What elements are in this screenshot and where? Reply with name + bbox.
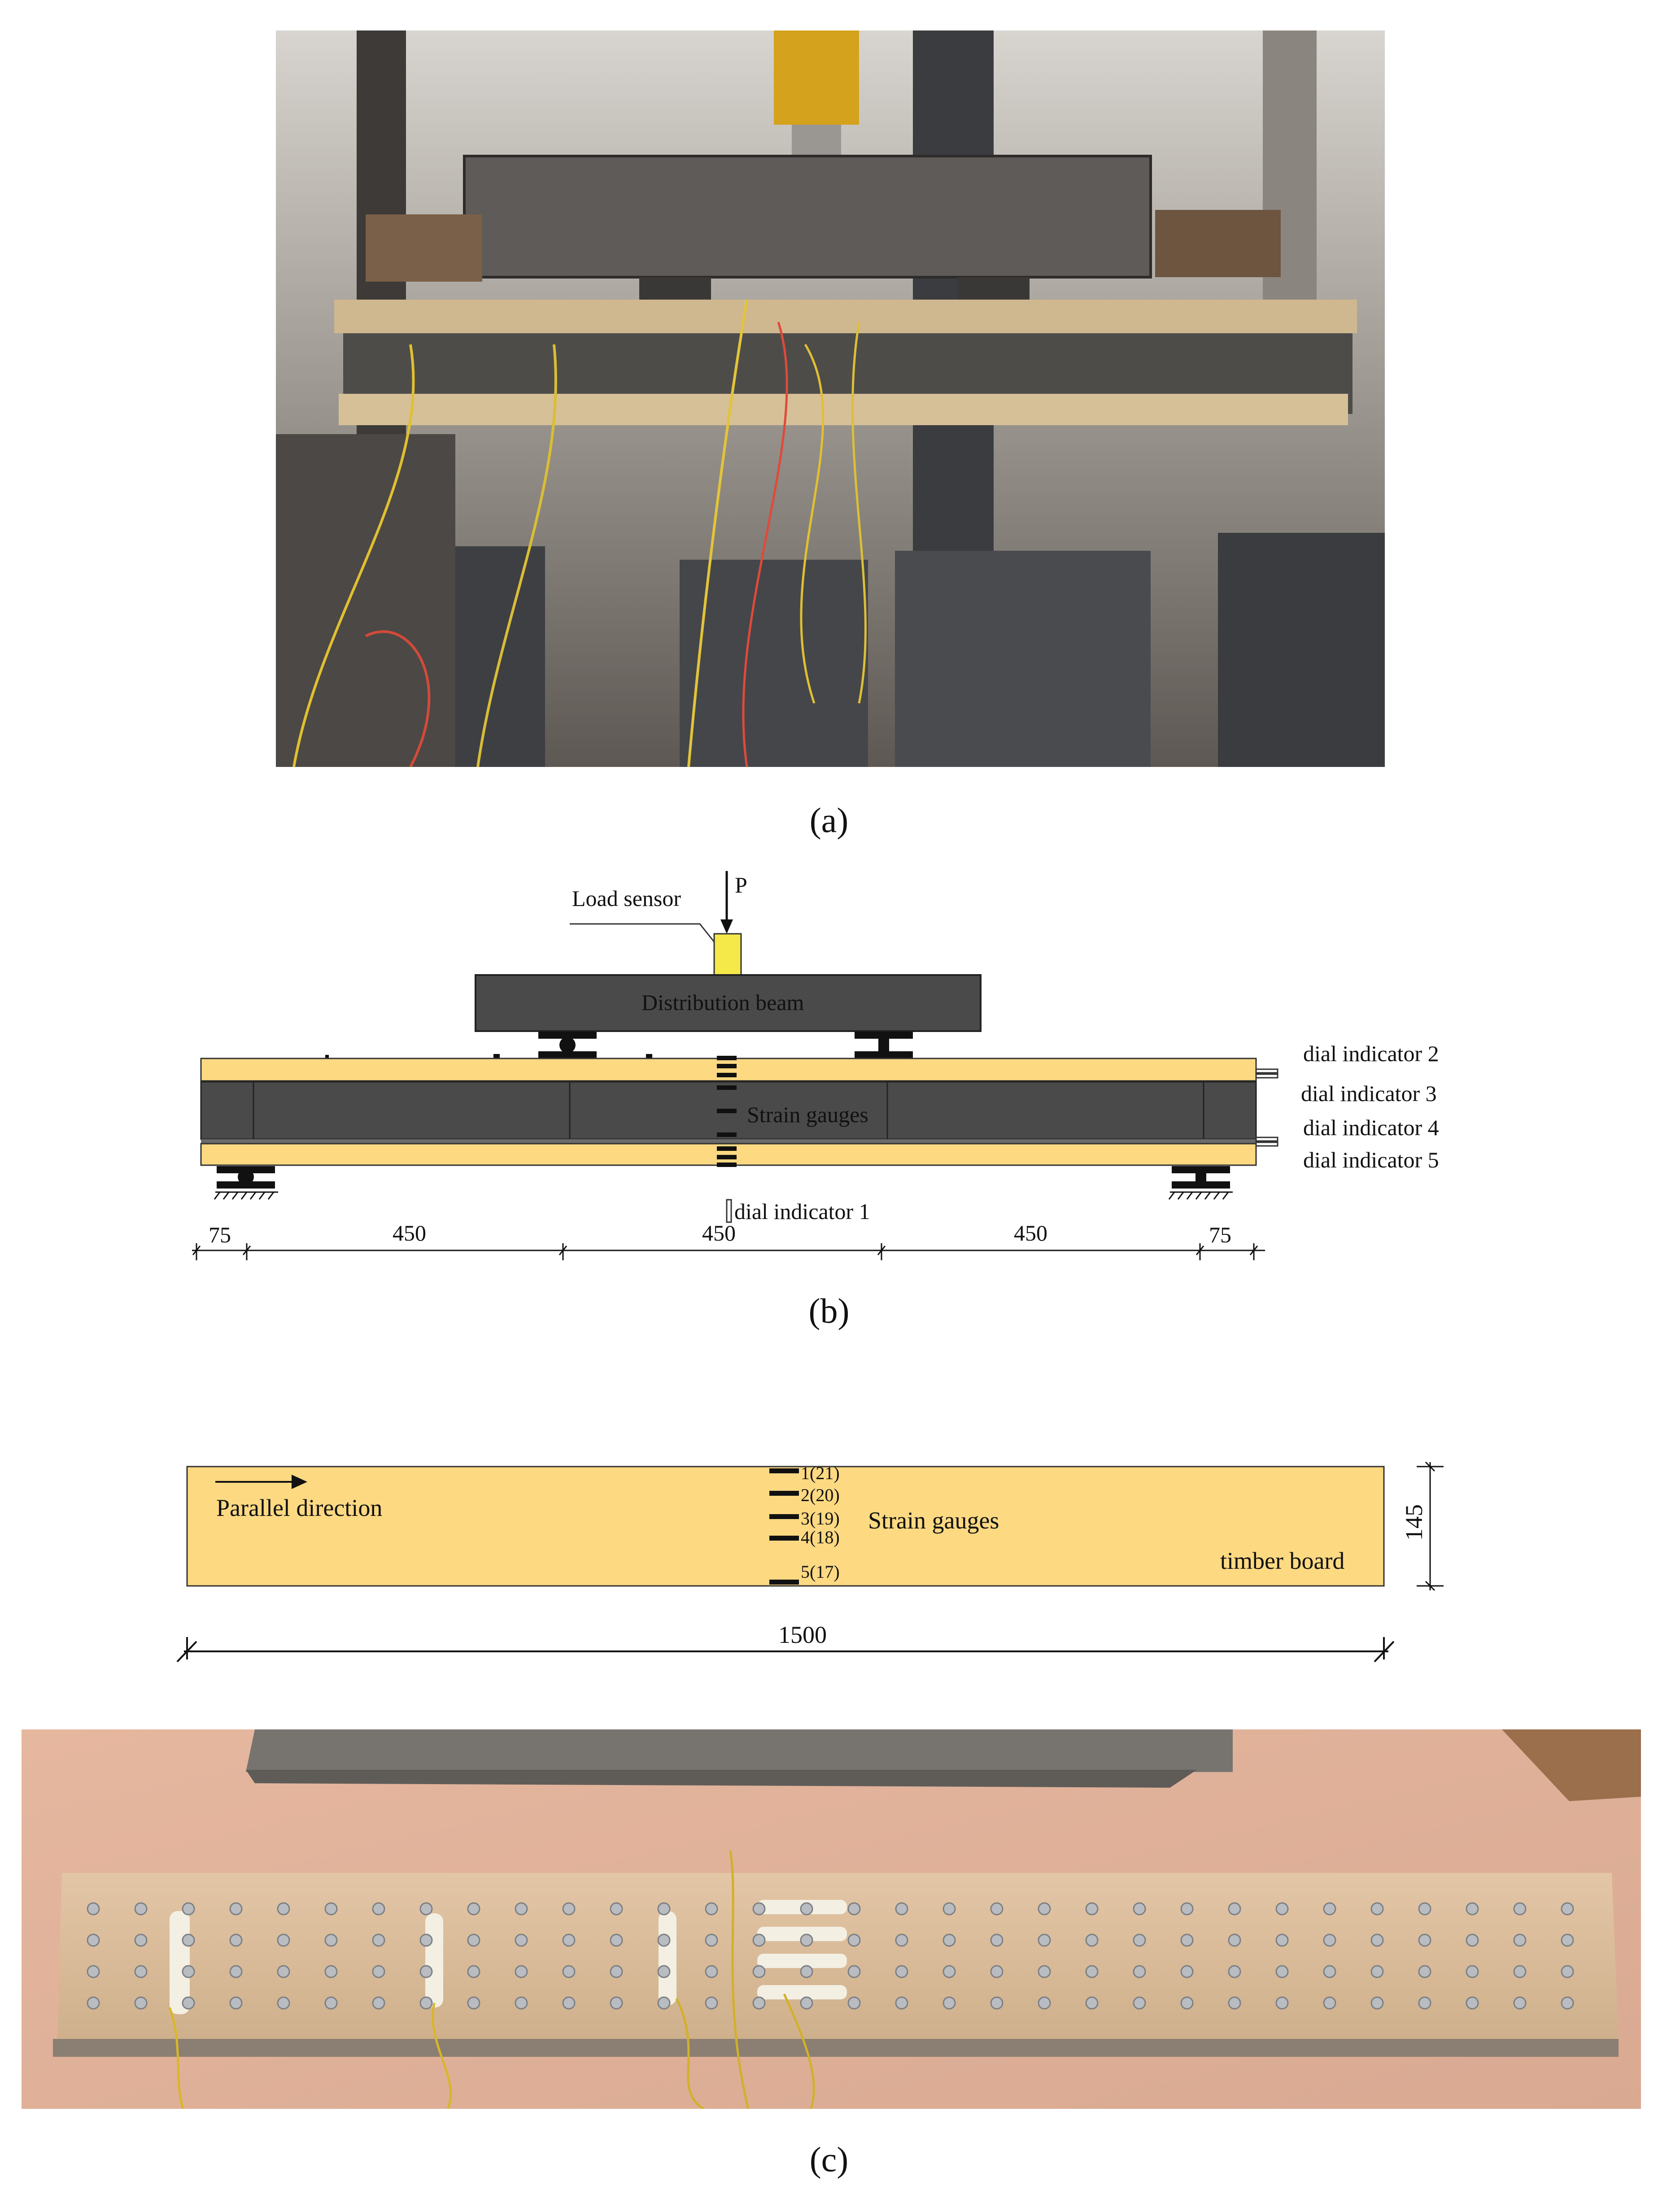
screw-head bbox=[943, 1903, 955, 1915]
load-sensor bbox=[714, 934, 741, 975]
timber-board-label: timber board bbox=[1220, 1547, 1345, 1574]
strain-gauges-label: Strain gauges bbox=[747, 1102, 868, 1127]
screw-head bbox=[1466, 1997, 1478, 2009]
screw-head bbox=[135, 1903, 147, 1915]
screw-head bbox=[1562, 1903, 1573, 1915]
screw-head bbox=[1324, 1966, 1335, 1977]
screw-head bbox=[1134, 1966, 1145, 1977]
screw-head bbox=[1371, 1903, 1383, 1915]
screw-head bbox=[1514, 1997, 1526, 2009]
screw-head bbox=[611, 1997, 622, 2009]
screw-head bbox=[848, 1966, 860, 1977]
screw-head bbox=[1181, 1966, 1193, 1977]
bottom-support-right bbox=[1169, 1166, 1233, 1199]
screw-head bbox=[706, 1934, 717, 1946]
screw-head bbox=[1562, 1997, 1573, 2009]
screw-head bbox=[1038, 1934, 1050, 1946]
screw-head bbox=[1276, 1903, 1288, 1915]
panel-b-caption: (b) bbox=[808, 1291, 850, 1330]
top-timber-board bbox=[201, 1058, 1256, 1081]
screw-head bbox=[373, 1903, 384, 1915]
dimension-450-1: 450 bbox=[393, 1220, 426, 1245]
screw-head bbox=[706, 1903, 717, 1915]
gauge-label-2: 2(20) bbox=[801, 1485, 840, 1505]
panel-a-photo bbox=[276, 30, 1385, 767]
screw-head bbox=[135, 1997, 147, 2009]
screw-head bbox=[135, 1934, 147, 1946]
screw-head bbox=[1086, 1934, 1098, 1946]
screw-head bbox=[325, 1966, 337, 1977]
screw-head bbox=[1229, 1966, 1240, 1977]
screw-head bbox=[1371, 1966, 1383, 1977]
screw-head bbox=[183, 1934, 194, 1946]
screw-head bbox=[896, 1934, 908, 1946]
screw-head bbox=[611, 1934, 622, 1946]
screw-head bbox=[1229, 1903, 1240, 1915]
screw-head bbox=[1134, 1903, 1145, 1915]
screw-head bbox=[753, 1997, 765, 2009]
screw-head bbox=[658, 1997, 670, 2009]
load-symbol: P bbox=[735, 872, 747, 897]
screw-head bbox=[87, 1997, 99, 2009]
dial-indicator-3-label: dial indicator 3 bbox=[1301, 1081, 1437, 1106]
screw-head bbox=[468, 1966, 480, 1977]
gauge-label-1: 1(21) bbox=[801, 1463, 840, 1483]
screw-head bbox=[1276, 1997, 1288, 2009]
screw-head bbox=[1229, 1934, 1240, 1946]
screw-head bbox=[1466, 1966, 1478, 1977]
screw-head bbox=[896, 1966, 908, 1977]
gauge-label-4: 4(18) bbox=[801, 1527, 840, 1547]
screw-head bbox=[87, 1903, 99, 1915]
screw-head bbox=[325, 1903, 337, 1915]
panel-c-diagram bbox=[170, 1449, 1462, 1682]
screw-head bbox=[278, 1997, 289, 2009]
dimension-75-right: 75 bbox=[1209, 1222, 1231, 1247]
screw-head bbox=[706, 1966, 717, 1977]
screw-head bbox=[515, 1934, 527, 1946]
screw-head bbox=[278, 1934, 289, 1946]
screw-head bbox=[753, 1966, 765, 1977]
screw-head bbox=[1134, 1997, 1145, 2009]
panel-c-photo bbox=[22, 1729, 1641, 2109]
distribution-beam-label: Distribution beam bbox=[641, 990, 804, 1015]
screw-head bbox=[801, 1934, 812, 1946]
loading-support-left bbox=[538, 1032, 597, 1058]
screw-head bbox=[563, 1903, 575, 1915]
screw-head bbox=[230, 1997, 242, 2009]
screw-head bbox=[1324, 1903, 1335, 1915]
screw-head bbox=[1466, 1903, 1478, 1915]
screw-head bbox=[1038, 1997, 1050, 2009]
screw-head bbox=[1562, 1966, 1573, 1977]
screw-head bbox=[515, 1903, 527, 1915]
screw-head bbox=[87, 1934, 99, 1946]
screw-head bbox=[753, 1903, 765, 1915]
height-dimension-label: 145 bbox=[1401, 1504, 1427, 1541]
dimension-75-left: 75 bbox=[209, 1222, 231, 1247]
strain-gauges-label-c: Strain gauges bbox=[868, 1507, 999, 1534]
screw-head bbox=[801, 1966, 812, 1977]
screw-head bbox=[801, 1997, 812, 2009]
screw-head bbox=[183, 1966, 194, 1977]
screw-head bbox=[706, 1997, 717, 2009]
screw-head bbox=[1514, 1966, 1526, 1977]
screw-head bbox=[1562, 1934, 1573, 1946]
dial-indicator-5-label: dial indicator 5 bbox=[1303, 1147, 1439, 1172]
screw-head bbox=[1134, 1934, 1145, 1946]
screw-head bbox=[753, 1934, 765, 1946]
screw-head bbox=[1276, 1934, 1288, 1946]
dimension-450-2: 450 bbox=[702, 1220, 736, 1245]
screw-head bbox=[420, 1997, 432, 2009]
screw-head bbox=[515, 1997, 527, 2009]
screw-head bbox=[991, 1966, 1003, 1977]
screw-head bbox=[183, 1997, 194, 2009]
screw-head bbox=[848, 1903, 860, 1915]
screw-head bbox=[373, 1966, 384, 1977]
screw-head bbox=[1038, 1966, 1050, 1977]
screw-head bbox=[611, 1903, 622, 1915]
dimension-line bbox=[192, 1243, 1265, 1260]
screw-head bbox=[183, 1903, 194, 1915]
timber-board-photo bbox=[22, 1729, 1641, 2109]
screw-head bbox=[1324, 1934, 1335, 1946]
screw-head bbox=[1419, 1903, 1431, 1915]
test-setup-photo bbox=[276, 30, 1385, 767]
screw-head bbox=[1419, 1997, 1431, 2009]
timber-board-rect bbox=[187, 1467, 1384, 1586]
screw-head bbox=[1419, 1966, 1431, 1977]
parallel-direction-label: Parallel direction bbox=[216, 1494, 383, 1521]
dimension-450-3: 450 bbox=[1014, 1220, 1047, 1245]
screw-head bbox=[1514, 1934, 1526, 1946]
screw-head bbox=[468, 1997, 480, 2009]
screw-head bbox=[278, 1903, 289, 1915]
screw-head bbox=[420, 1934, 432, 1946]
screw-head bbox=[1086, 1903, 1098, 1915]
screw-head bbox=[848, 1934, 860, 1946]
screw-head bbox=[563, 1997, 575, 2009]
screw-head bbox=[1514, 1903, 1526, 1915]
screw-head bbox=[991, 1934, 1003, 1946]
screw-head bbox=[848, 1997, 860, 2009]
bottom-support-left bbox=[214, 1166, 278, 1199]
screw-head bbox=[1324, 1997, 1335, 2009]
screw-head bbox=[230, 1903, 242, 1915]
screw-head bbox=[991, 1903, 1003, 1915]
panel-a-caption: (a) bbox=[809, 801, 849, 840]
screw-head bbox=[991, 1997, 1003, 2009]
screw-head bbox=[658, 1934, 670, 1946]
timber-board-plan bbox=[170, 1449, 1462, 1682]
gauge-label-5: 5(17) bbox=[801, 1562, 840, 1582]
screw-head bbox=[230, 1934, 242, 1946]
screw-head bbox=[373, 1997, 384, 2009]
screw-head bbox=[325, 1997, 337, 2009]
screw-head bbox=[1371, 1934, 1383, 1946]
screw-head bbox=[1181, 1903, 1193, 1915]
screw-head bbox=[1086, 1997, 1098, 2009]
screw-head bbox=[1181, 1934, 1193, 1946]
screw-head bbox=[1181, 1997, 1193, 2009]
screw-head bbox=[87, 1966, 99, 1977]
screw-head bbox=[325, 1934, 337, 1946]
screw-head bbox=[1038, 1903, 1050, 1915]
screw-head bbox=[943, 1997, 955, 2009]
screw-head bbox=[420, 1903, 432, 1915]
screw-head bbox=[943, 1934, 955, 1946]
screw-head bbox=[1419, 1934, 1431, 1946]
screw-head bbox=[420, 1966, 432, 1977]
panel-b-diagram bbox=[170, 852, 1498, 1292]
screw-head bbox=[563, 1966, 575, 1977]
panel-c-caption: (c) bbox=[809, 2140, 849, 2179]
screw-head bbox=[373, 1934, 384, 1946]
screw-head bbox=[563, 1934, 575, 1946]
dial-indicator-1-mark bbox=[727, 1200, 731, 1222]
screw-head bbox=[230, 1966, 242, 1977]
screw-head bbox=[801, 1903, 812, 1915]
screw-head bbox=[135, 1966, 147, 1977]
screw-head bbox=[468, 1934, 480, 1946]
screw-head bbox=[278, 1966, 289, 1977]
dial-indicator-1-label: dial indicator 1 bbox=[734, 1199, 870, 1224]
gauge-label-3: 3(19) bbox=[801, 1508, 840, 1528]
beam-side-view bbox=[170, 852, 1498, 1292]
screw-head bbox=[943, 1966, 955, 1977]
dial-indicator-2-label: dial indicator 2 bbox=[1303, 1041, 1439, 1066]
screw-head bbox=[896, 1903, 908, 1915]
dial-indicator-4-label: dial indicator 4 bbox=[1303, 1115, 1439, 1140]
screw-head bbox=[1086, 1966, 1098, 1977]
screw-head bbox=[515, 1966, 527, 1977]
screw-head bbox=[1466, 1934, 1478, 1946]
screw-head bbox=[1276, 1966, 1288, 1977]
screw-head bbox=[658, 1903, 670, 1915]
length-dimension-label: 1500 bbox=[778, 1621, 827, 1648]
screw-head bbox=[611, 1966, 622, 1977]
screw-head bbox=[1371, 1997, 1383, 2009]
screw-head bbox=[468, 1903, 480, 1915]
screw-head bbox=[658, 1966, 670, 1977]
screw-head bbox=[1229, 1997, 1240, 2009]
load-sensor-label: Load sensor bbox=[572, 886, 681, 911]
screw-head bbox=[896, 1997, 908, 2009]
loading-support-right bbox=[855, 1032, 913, 1058]
